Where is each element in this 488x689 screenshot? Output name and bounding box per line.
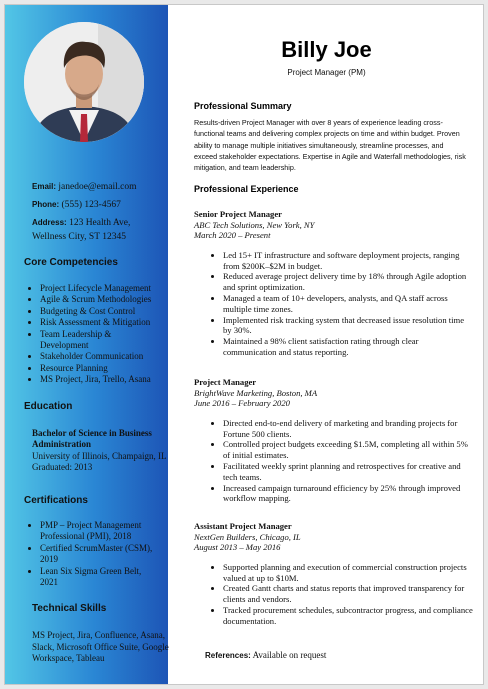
experience-heading: Professional Experience bbox=[194, 184, 299, 194]
list-item: • Tracked procurement schedules, subcontractor progress, and compliance documentation. bbox=[223, 605, 474, 627]
certifications-heading: Certifications bbox=[24, 495, 88, 506]
list-item: • Supported planning and execution of commercial construction projects valued at up to $10M. bbox=[223, 562, 474, 584]
candidate-title: Project Manager (PM) bbox=[287, 68, 366, 77]
job-entry bbox=[194, 377, 474, 504]
email-value[interactable]: janedoe@email.com bbox=[58, 182, 137, 192]
phone-value: (555) 123-4567 bbox=[61, 200, 121, 210]
job-dates: March 2020 – Present bbox=[194, 230, 271, 241]
job-dates: August 2013 – May 2016 bbox=[194, 542, 281, 553]
summary-text: Results-driven Project Manager with over 8 years of experience leading cross-functional teams and delivering complex projects on time and within budget. Proven ability to manage multiple initiatives simultaneously, streamline processes, and exceed stakeholder expectations. Expertise in Agile and Waterfall methodologies, risk mitigation, and team leadership. bbox=[194, 118, 466, 173]
resume-page bbox=[4, 4, 484, 685]
competencies-heading: Core Competencies bbox=[24, 257, 118, 268]
sidebar bbox=[5, 5, 168, 685]
certifications-list bbox=[23, 520, 160, 588]
summary-heading: Professional Summary bbox=[194, 101, 292, 111]
list-item: • Lean Six Sigma Green Belt, 2021 bbox=[40, 566, 160, 589]
list-item: • Directed end-to-end delivery of marketing and branding projects for Fortune 500 clients. bbox=[223, 418, 474, 440]
job-title: Project Manager bbox=[194, 377, 257, 387]
education-block bbox=[32, 428, 168, 474]
job-entry bbox=[194, 521, 474, 627]
degree: Bachelor of Science in Business Administration bbox=[32, 428, 152, 450]
list-item: • Facilitated weekly sprint planning and retrospectives for creative and tech teams. bbox=[223, 461, 474, 483]
list-item: • Managed a team of 10+ developers, analysts, and QA staff across multiple time zones. bbox=[223, 293, 474, 315]
job-bullets bbox=[194, 250, 474, 358]
phone-label: Phone: bbox=[32, 200, 60, 209]
email-label: Email: bbox=[32, 182, 57, 191]
job-bullets bbox=[194, 418, 474, 504]
list-item: • Controlled project budgets exceeding $1.5M, completing all within 5% of initial estimates. bbox=[223, 439, 474, 461]
list-item: • Team Leadership & Development bbox=[40, 329, 112, 352]
list-item: • Resource Planning bbox=[40, 363, 170, 374]
competencies-list bbox=[23, 283, 170, 386]
skills-heading: Technical Skills bbox=[32, 603, 107, 614]
list-item: • Budgeting & Cost Control bbox=[40, 306, 170, 317]
candidate-name: Billy Joe bbox=[281, 37, 372, 62]
list-item: • Certified ScrumMaster (CSM), 2019 bbox=[40, 543, 160, 566]
job-dates: June 2016 – February 2020 bbox=[194, 398, 290, 409]
list-item: • Implemented risk tracking system that decreased issue resolution time by 30%. bbox=[223, 315, 474, 337]
job-entry bbox=[194, 209, 474, 358]
main-content bbox=[168, 5, 484, 685]
list-item: • PMP – Project Management Professional (PMI), 2018 bbox=[40, 520, 160, 543]
list-item: • MS Project, Jira, Trello, Asana bbox=[40, 374, 170, 385]
job-title: Assistant Project Manager bbox=[194, 521, 292, 531]
list-item: • Reduced average project delivery time by 18% through Agile adoption and sprint optimization. bbox=[223, 271, 474, 293]
address-value: 123 Health Ave, Wellness City, ST 12345 bbox=[32, 218, 131, 242]
list-item: • Created Gantt charts and status reports that improved transparency for clients and vendors. bbox=[223, 583, 474, 605]
list-item: • Stakeholder Communication bbox=[40, 351, 170, 362]
job-company: NextGen Builders, Chicago, IL bbox=[194, 531, 301, 542]
job-bullets bbox=[194, 562, 474, 627]
graduated: Graduated: 2013 bbox=[32, 462, 93, 473]
list-item: • Project Lifecycle Management bbox=[40, 283, 170, 294]
references bbox=[205, 650, 326, 660]
references-label: References: bbox=[205, 651, 251, 660]
list-item: • Maintained a 98% client satisfaction rating through clear communication and status reporting. bbox=[223, 336, 474, 358]
education-heading: Education bbox=[24, 401, 73, 412]
list-item: • Risk Assessment & Mitigation bbox=[40, 317, 170, 328]
job-company: ABC Tech Solutions, New York, NY bbox=[194, 219, 315, 230]
skills-text: MS Project, Jira, Confluence, Asana, Slack, Microsoft Office Suite, Google Workspace, Tableau bbox=[32, 630, 169, 664]
address-label: Address: bbox=[32, 218, 67, 227]
references-text: Available on request bbox=[252, 650, 327, 660]
contact-block bbox=[32, 180, 164, 248]
job-company: BrightWave Marketing, Boston, MA bbox=[194, 387, 318, 398]
school: University of Illinois, Champaign, IL bbox=[32, 450, 167, 461]
list-item: • Led 15+ IT infrastructure and software deployment projects, ranging from $200K–$2M in budget. bbox=[223, 250, 474, 272]
job-title: Senior Project Manager bbox=[194, 209, 282, 219]
profile-photo bbox=[24, 22, 144, 142]
list-item: • Increased campaign turnaround efficiency by 25% through improved workflow mapping. bbox=[223, 483, 474, 505]
list-item: • Agile & Scrum Methodologies bbox=[40, 294, 170, 305]
